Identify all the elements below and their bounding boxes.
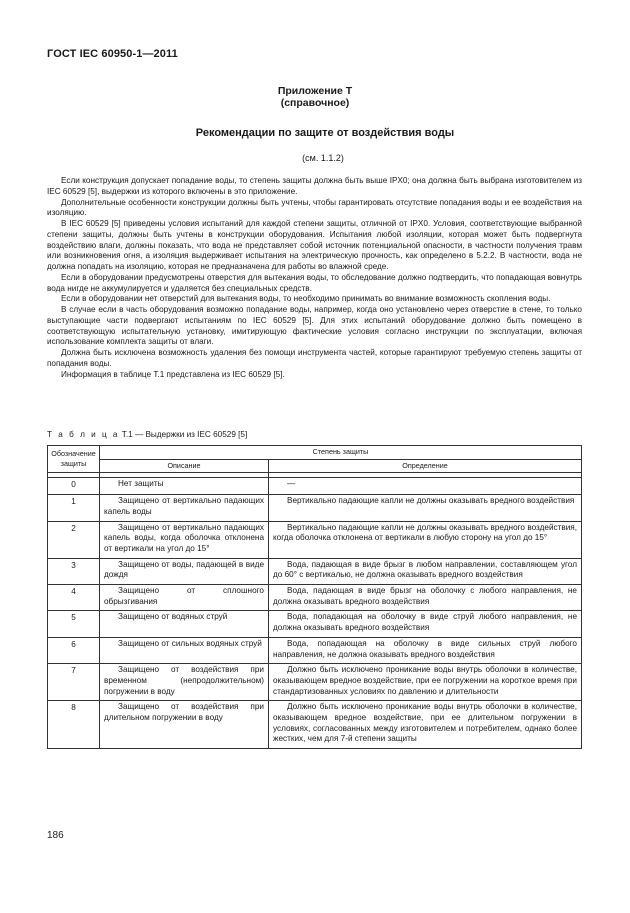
row-description: Защищено от воздействия при длительном погружении в воду [100,701,269,749]
table-caption-text: Т.1 — Выдержки из IEC 60529 [5] [121,430,248,439]
table-row [48,664,582,701]
row-description: Нет защиты [100,478,269,495]
table-row [48,478,582,495]
row-number: 7 [48,664,100,701]
table-row [48,558,582,584]
paragraph: Должна быть исключена возможность удаления без помощи инструмента частей, которые гарантируют требуемую степень защиты от попадания воды. [47,348,582,368]
row-description: Защищено от вертикально падающих капель воды, когда оболочка отклонена от вертикали на угол до 15° [100,521,269,558]
paragraph: В IEC 60529 [5] приведены условия испытаний для каждой степени защиты, отличной от IPX0. Условия, соответствующие выбранной степени защиты, должны быть учтены в конструкции оборудования. Испытания любой изоляции, которая может быть подвергнута воздействию влаги, должны показать, что вода не представляет собой источник потенциальной опасности, в частности получения травм или возникновения огня, а изоляция выдерживает испытания на электрическую прочность, как определено в 5.2.2. В частности, вода не должна попадать на изоляцию, которая не предназначена для работы во влажной среде. [47,219,582,271]
row-number: 4 [48,585,100,611]
row-definition: Вода, падающая в виде брызг в любом направлении, составляющем угол до 60° с вертикалью, не должна оказывать вредного воздействия [269,558,582,584]
page-number: 186 [47,830,64,841]
row-definition: Вода, падающая в виде брызг на оболочку с любого направления, не должна оказывать вредного воздействия [269,585,582,611]
header-degree: Степень защиты [100,446,582,460]
table-row [48,521,582,558]
row-number: 3 [48,558,100,584]
row-definition: Вертикально падающие капли не должны оказывать вредного воздействия, когда оболочка отклонена от вертикали в любую сторону на угол до 15° [269,521,582,558]
row-definition: Вода, попадающая на оболочку в виде струй любого направления, не должна оказывать вредного воздействия [269,611,582,637]
header-designation: Обозначение защиты [48,446,100,473]
row-description: Защищено от вертикально падающих капель воды [100,495,269,521]
paragraph: Если в оборудовании нет отверстий для вытекания воды, то необходимо принимать во внимание возможность скопления воды. [61,294,551,304]
table-header-row [48,446,582,460]
row-number: 0 [48,478,100,495]
table-body [48,478,582,749]
body-text [47,176,582,380]
header-description: Описание [100,459,269,473]
row-number: 1 [48,495,100,521]
row-description: Защищено от водяных струй [100,611,269,637]
row-number: 6 [48,637,100,663]
paragraph: Если в оборудовании предусмотрены отверстия для вытекания воды, то обследование должно подтвердить, что попадающая вовнутрь вода нигде не аккумулируется и удаляется без специальных средств. [47,272,582,293]
row-number: 5 [48,611,100,637]
appendix-title: Приложение Т [277,85,353,97]
table-subheader-row [48,459,582,473]
table-row [48,585,582,611]
header-definition: Определение [269,459,582,473]
standard-header: ГОСТ IEC 60950-1—2011 [47,48,178,60]
row-description: Защищено от воздействия при временном (непродолжительном) погружении в воду [100,664,269,701]
section-reference: (см. 1.1.2) [302,153,344,163]
row-definition: Вода, попадающая на оболочку в виде сильных струй любого направления, не должна оказывать вредного воздействия [269,637,582,663]
table-row [48,701,582,749]
row-definition: Вертикально падающие капли не должны оказывать вредного воздействия [269,495,582,521]
table-row [48,611,582,637]
row-description: Защищено от сильных водяных струй [100,637,269,663]
paragraph: Дополнительные особенности конструкции должны быть учтены, чтобы гарантировать отсутствие попадания воды и ее воздействия на изоляцию. [47,197,582,218]
row-number: 2 [48,521,100,558]
appendix-subtitle: (справочное) [280,97,350,109]
table-row [48,637,582,663]
row-definition: Должно быть исключено проникание воды внутрь оболочки в количестве, оказывающем вредное воздействие, при ее длительном погружении в условиях, согласованных между изготовителем и потребителем, однако более жестких, чем для 7-й степени защиты [269,701,582,749]
row-definition: — [269,478,582,495]
table-caption-prefix: Т а б л и ц а [47,430,120,439]
section-title: Рекомендации по защите от воздействия воды [195,127,455,139]
paragraph: В случае если в часть оборудования возможно попадание воды, например, когда оно установлено через отверстие в стене, то только выступающие части подвергают испытаниям по IEC 60529 [5]. Для этих испытаний оборудование должно быть помещено в соответствующую испытательную установку, имитирующую фактические условия согласно инструкции по эксплуатации, включая использование комплекта защиты от влаги. [47,305,582,347]
protection-table [47,445,582,749]
paragraph: Информация в таблице Т.1 представлена из IEC 60529 [5]. [61,369,285,379]
table-caption [47,430,247,439]
row-description: Защищено от воды, падающей в виде дождя [100,558,269,584]
paragraph: Если конструкция допускает попадание воды, то степень защиты должна быть выше IPX0; она должна быть выбрана изготовителем из IEC 60529 [5], выдержки из которого включены в это приложение. [47,176,582,196]
row-description: Защищено от сплошного обрызгивания [100,585,269,611]
table-row [48,495,582,521]
row-definition: Должно быть исключено проникание воды внутрь оболочки в количестве, оказывающем вредное воздействие, при ее погружении на короткое время при стандартизованных условиях по давлению и длительности [269,664,582,701]
row-number: 8 [48,701,100,749]
